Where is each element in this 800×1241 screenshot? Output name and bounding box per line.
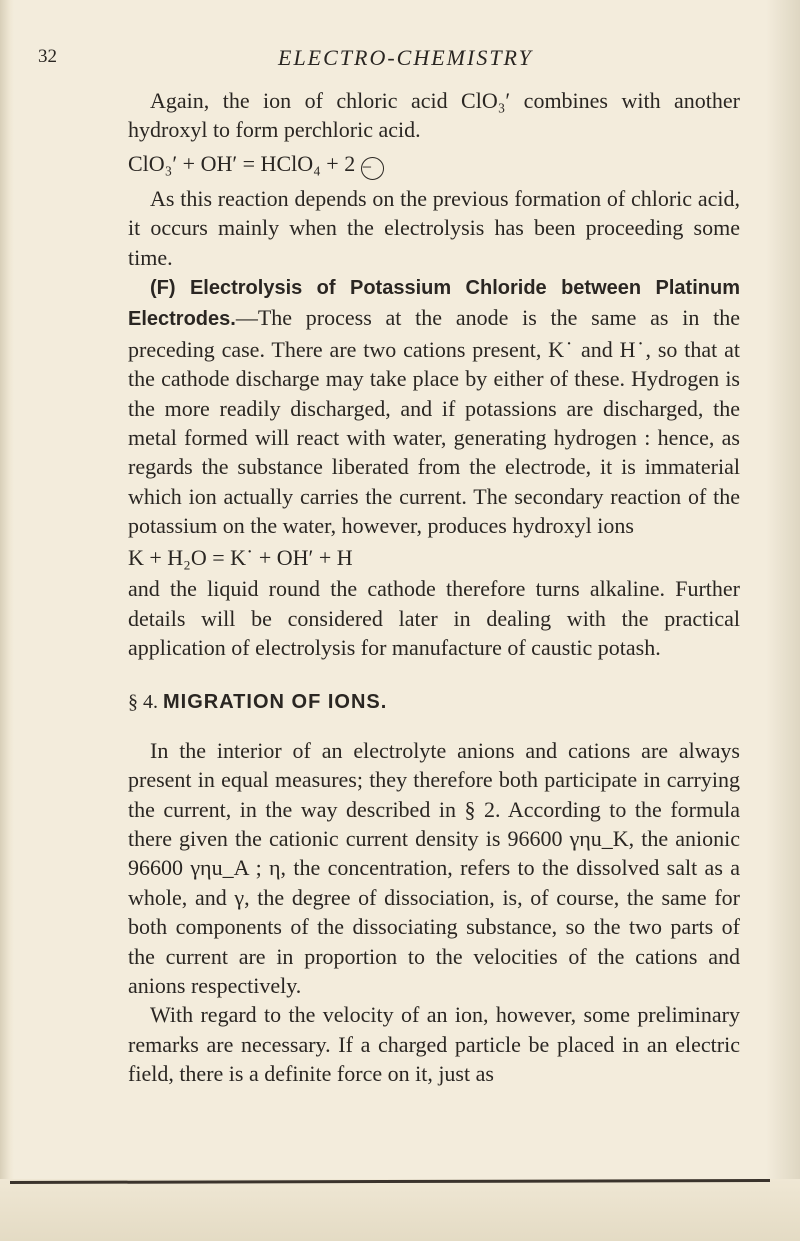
paragraph-potassium-chloride — [128, 272, 740, 541]
section-number: § 4. — [128, 691, 158, 714]
equation-perchloric — [128, 149, 740, 180]
paragraph-migration: In the interior of an electrolyte anions and cations are always present in equal measures; they therefore both participate in carrying the current, in the way described in § 2. According to the formula there given the cationic current density is 96600 γηu_K, the anionic 96600 γηu_A ; η, the concentration, refers to the dissolved salt as a whole, and γ, the degree of dissociation, is, of course, the same for both components of the dissociating substance, so the two parts of the current are in proportion to the velocities of the cations and anions respectively. — [128, 737, 740, 998]
paragraph-velocity: With regard to the velocity of an ion, however, some preliminary remarks are necessary. If a charged particle be placed in an electric field, there is a definite force on it, just as — [128, 1002, 740, 1087]
page-right-shadow — [766, 0, 800, 1241]
paragraph-potassium-chloride-text: —The process at the anode is the same as in the preceding case. There are two cations present, K˙ and H˙, so that at the cathode discharge may take place by either of these. Hydrogen is the more readily discharged, and if potassions are discharged, the metal formed will react with water, generating hydrogen : hence, as regards the substance liberated from the electrode, it is immaterial which ion actually carries the current. The secondary reaction of the potassium on the water, however, produces hydroxyl ions — [128, 305, 740, 539]
subsection-heading-f: (F) Electrolysis of Potassium Chloride between Platinum Electrodes. — [128, 277, 740, 331]
page-gutter-edge — [0, 0, 14, 1241]
equation-potassium-water: K + H₂O = K˙ + OH′ + H — [128, 544, 353, 570]
equation-perchloric-text: ClO₃′ + OH′ = HClO₄ + 2 — [128, 150, 356, 176]
running-head: ELECTRO-CHEMISTRY — [278, 45, 533, 70]
page-header — [38, 40, 740, 80]
paragraph-reaction-dependence: As this reaction depends on the previous formation of chloric acid, it occurs mainly when the electrolysis has been proceeding some time. — [128, 185, 740, 270]
section-heading — [128, 688, 740, 717]
negative-charge-symbol: − — [361, 157, 384, 180]
paragraph-cathode-alkaline: and the liquid round the cathode therefore turns alkaline. Further details will be considered later in dealing with the practical application of electrolysis for manufacture of caustic potash. — [128, 576, 740, 660]
paragraph-chloric-acid: Again, the ion of chloric acid ClO₃′ combines with another hydroxyl to form perchloric acid. — [128, 88, 740, 143]
body-text — [128, 86, 740, 1089]
section-title: MIGRATION OF IONS. — [163, 691, 388, 714]
page-bottom-margin — [0, 1179, 800, 1241]
page-number: 32 — [38, 46, 57, 67]
